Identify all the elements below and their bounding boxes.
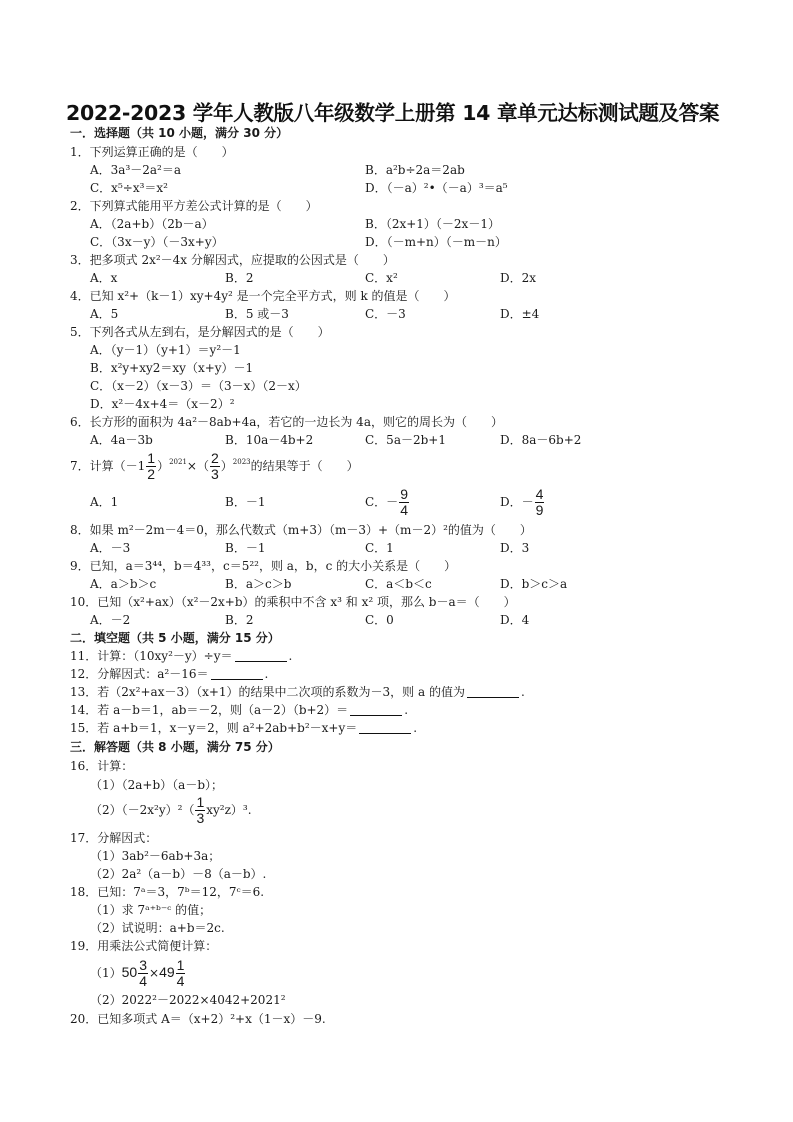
q2-option-a: A．（2a+b）（2b－a） (90, 217, 214, 231)
q10-option-c: C．0 (365, 613, 394, 627)
section-heading-problems: 三．解答题（共 8 小题，满分 75 分） (70, 740, 280, 754)
q6-option-d: D．8a－6b+2 (500, 433, 582, 447)
q7-option-d-fraction (535, 487, 545, 518)
q7-stem-suffix: 的结果等于（ ） (250, 459, 359, 473)
q17-part-1: （1）3ab²－6ab+3a； (90, 849, 221, 863)
question-10-stem: 10．已知（x²+ax）（x²－2x+b）的乘积中不含 x³ 和 x² 项，那么 b－a＝（ ） (70, 595, 516, 609)
q14-answer-blank (350, 703, 402, 716)
q3-option-c: C．x² (365, 271, 398, 285)
q19-times: × (149, 966, 160, 980)
q7-stem-prefix: 7．计算（－1 (70, 459, 146, 473)
q3-option-b: B．2 (225, 271, 254, 285)
q15-end: . (413, 721, 418, 735)
q19-whole-2: 49 (159, 964, 175, 980)
q5-option-b: B．x²y+xy2＝xy（x+y）－1 (90, 361, 254, 375)
question-12-stem: 12．分解因式：a²－16＝ (70, 667, 209, 681)
q3-option-d: D．2x (500, 271, 537, 285)
q19-part-1-prefix: （1） (90, 966, 122, 980)
q7-fraction-1-denominator: 2 (147, 466, 156, 482)
question-17-stem: 17．分解因式： (70, 831, 158, 845)
q7-option-c-fraction (399, 487, 409, 518)
q8-option-a: A．－3 (90, 541, 131, 555)
question-8-stem: 8．如果 m²－2m－4＝0，那么代数式（m+3）（m－3）+（m－2）²的值为（ ） (70, 523, 532, 537)
question-16-stem: 16．计算： (70, 759, 134, 773)
question-13-stem: 13．若（2x²+ax－3）（x+1）的结果中二次项的系数为－3，则 a 的值为 (70, 685, 465, 699)
q19-part-1 (90, 956, 186, 989)
q19-fraction-2-numerator: 1 (176, 957, 185, 973)
question-12 (70, 666, 268, 682)
question-5-stem: 5．下列各式从左到右，是分解因式的是（ ） (70, 325, 330, 339)
question-14-stem: 14．若 a－b＝1，ab＝－2，则（a－2）（b+2）＝ (70, 703, 349, 717)
q1-option-c: C．x⁵÷x³＝x² (90, 181, 168, 195)
question-1-stem: 1．下列运算正确的是（ ） (70, 145, 234, 159)
q13-end: . (520, 685, 525, 699)
q16-part-2 (90, 794, 252, 826)
q2-option-c: C．（3x－y）（－3x+y） (90, 235, 224, 249)
q7-option-d-denominator: 9 (535, 502, 544, 518)
q7-fraction-2 (210, 451, 220, 482)
q7-option-d (500, 486, 545, 518)
q12-answer-blank (211, 667, 263, 680)
q12-end: . (264, 667, 269, 681)
q7-fraction-2-denominator: 3 (210, 466, 219, 482)
q9-option-d: D．b＞c＞a (500, 577, 568, 591)
question-15-stem: 15．若 a+b＝1，x－y＝2，则 a²+2ab+b²－x+y＝ (70, 721, 358, 735)
q15-answer-blank (359, 721, 411, 734)
q18-part-2: （2）试说明：a+b＝2c. (90, 921, 225, 935)
q7-times: ×（ (186, 459, 209, 473)
section-heading-fill-in: 二．填空题（共 5 小题，满分 15 分） (70, 631, 280, 645)
q8-option-c: C．1 (365, 541, 394, 555)
q13-answer-blank (467, 685, 519, 698)
question-14 (70, 702, 408, 718)
q7-exponent-1: 2021 (169, 458, 187, 466)
q1-option-d: D．（－a）²•（－a）³＝a⁵ (365, 181, 508, 195)
q2-option-d: D．（－m+n）（－m－n） (365, 235, 507, 249)
q16-fraction (195, 795, 205, 826)
q16-part-1: （1）（2a+b）（a－b）； (90, 778, 223, 792)
q10-option-b: B．2 (225, 613, 254, 627)
q9-option-a: A．a＞b＞c (90, 577, 157, 591)
q7-option-d-numerator: 4 (535, 486, 544, 502)
q17-part-2: （2）2a²（a－b）－8（a－b）. (90, 867, 267, 881)
q1-option-b: B．a²b÷2a＝2ab (365, 163, 465, 177)
q19-fraction-2 (176, 958, 186, 989)
q16-fraction-numerator: 1 (196, 794, 205, 810)
q18-part-1: （1）求 7ᵃ⁺ᵇ⁻ᶜ 的值； (90, 903, 212, 917)
q4-option-d: D．±4 (500, 307, 540, 321)
q5-option-c: C．（x－2）（x－3）＝（3－x）（2－x） (90, 379, 307, 393)
q19-fraction-1 (138, 958, 148, 989)
q16-part-2-suffix: xy²z）³. (206, 803, 252, 817)
question-6-stem: 6．长方形的面积为 4a²－8ab+4a，若它的一边长为 4a，则它的周长为（ ） (70, 415, 503, 429)
q6-option-b: B．10a－4b+2 (225, 433, 314, 447)
q4-option-a: A．5 (90, 307, 119, 321)
q5-option-a: A．（y－1）（y+1）＝y²－1 (90, 343, 241, 357)
q7-option-c-denominator: 4 (400, 502, 408, 518)
q16-fraction-denominator: 3 (196, 810, 205, 826)
question-2-stem: 2．下列算式能用平方差公式计算的是（ ） (70, 199, 318, 213)
section-heading-multiple-choice: 一．选择题（共 10 小题，满分 30 分） (70, 126, 289, 140)
q16-part-2-prefix: （2）（－2x²y）²（ (90, 803, 195, 817)
q7-fraction-1 (146, 451, 156, 482)
q14-end: . (404, 703, 409, 717)
question-15 (70, 720, 417, 736)
q5-option-d: D．x²－4x+4＝（x－2）² (90, 397, 235, 411)
q7-option-a: A．1 (90, 495, 119, 509)
question-19-stem: 19．用乘法公式简便计算： (70, 939, 218, 953)
q19-fraction-1-numerator: 3 (139, 957, 148, 973)
question-7-stem: 7．计算（－1 $\frac{1}{2}$ ）$^{2021}$×（ $\frac{2}{3}$ ）$^{2023}$的结果等于（ ） (70, 450, 359, 482)
q4-option-c: C．－3 (365, 307, 406, 321)
q1-option-a: A．3a³－2a²＝a (90, 163, 182, 177)
q7-option-c-prefix: C．－ (365, 495, 399, 509)
q11-end: . (288, 649, 293, 663)
q9-option-b: B．a＞c＞b (225, 577, 292, 591)
q6-option-c: C．5a－2b+1 (365, 433, 446, 447)
q19-part-2: （2）2022²－2022×4042+2021² (90, 993, 286, 1007)
q7-option-c-numerator: 9 (400, 486, 408, 502)
q8-option-b: B．－1 (225, 541, 266, 555)
q19-whole-1: 50 (121, 964, 138, 980)
q11-answer-blank (235, 649, 287, 662)
q10-option-a: A．－2 (90, 613, 131, 627)
q7-fraction-2-numerator: 2 (210, 450, 219, 466)
document-title: 2022-2023 学年人教版八年级数学上册第 14 章单元达标测试题及答案 (66, 101, 720, 125)
q8-option-d: D．3 (500, 541, 530, 555)
q7-option-d-prefix: D．－ (500, 495, 534, 509)
q3-option-a: A．x (90, 271, 118, 285)
q19-fraction-1-denominator: 4 (139, 973, 148, 989)
question-11 (70, 648, 292, 664)
q9-option-c: C．a＜b＜c (365, 577, 432, 591)
q7-option-c (365, 486, 410, 518)
question-11-stem: 11．计算：（10xy²－y）÷y＝ (70, 649, 233, 663)
question-3-stem: 3．把多项式 2x²－4x 分解因式，应提取的公因式是（ ） (70, 253, 395, 267)
q7-fraction-1-numerator: 1 (147, 450, 156, 466)
q7-option-b: B．－1 (225, 495, 266, 509)
q2-option-b: B．（2x+1）（－2x－1） (365, 217, 500, 231)
q19-fraction-2-denominator: 4 (176, 973, 185, 989)
q10-option-d: D．4 (500, 613, 530, 627)
q7-exponent-2: 2023 (232, 458, 251, 466)
question-9-stem: 9．已知，a＝3⁴⁴，b＝4³³，c＝5²²，则 a，b，c 的大小关系是（ ） (70, 559, 457, 573)
question-18-stem: 18．已知：7ᵃ＝3，7ᵇ＝12，7ᶜ＝6. (70, 885, 265, 899)
question-4-stem: 4．已知 x²+（k－1）xy+4y² 是一个完全平方式，则 k 的值是（ ） (70, 289, 456, 303)
question-13 (70, 684, 525, 700)
q4-option-b: B．5 或－3 (225, 307, 289, 321)
q6-option-a: A．4a－3b (90, 433, 153, 447)
question-20-stem: 20．已知多项式 A＝（x+2）²+x（1－x）－9. (70, 1012, 326, 1026)
